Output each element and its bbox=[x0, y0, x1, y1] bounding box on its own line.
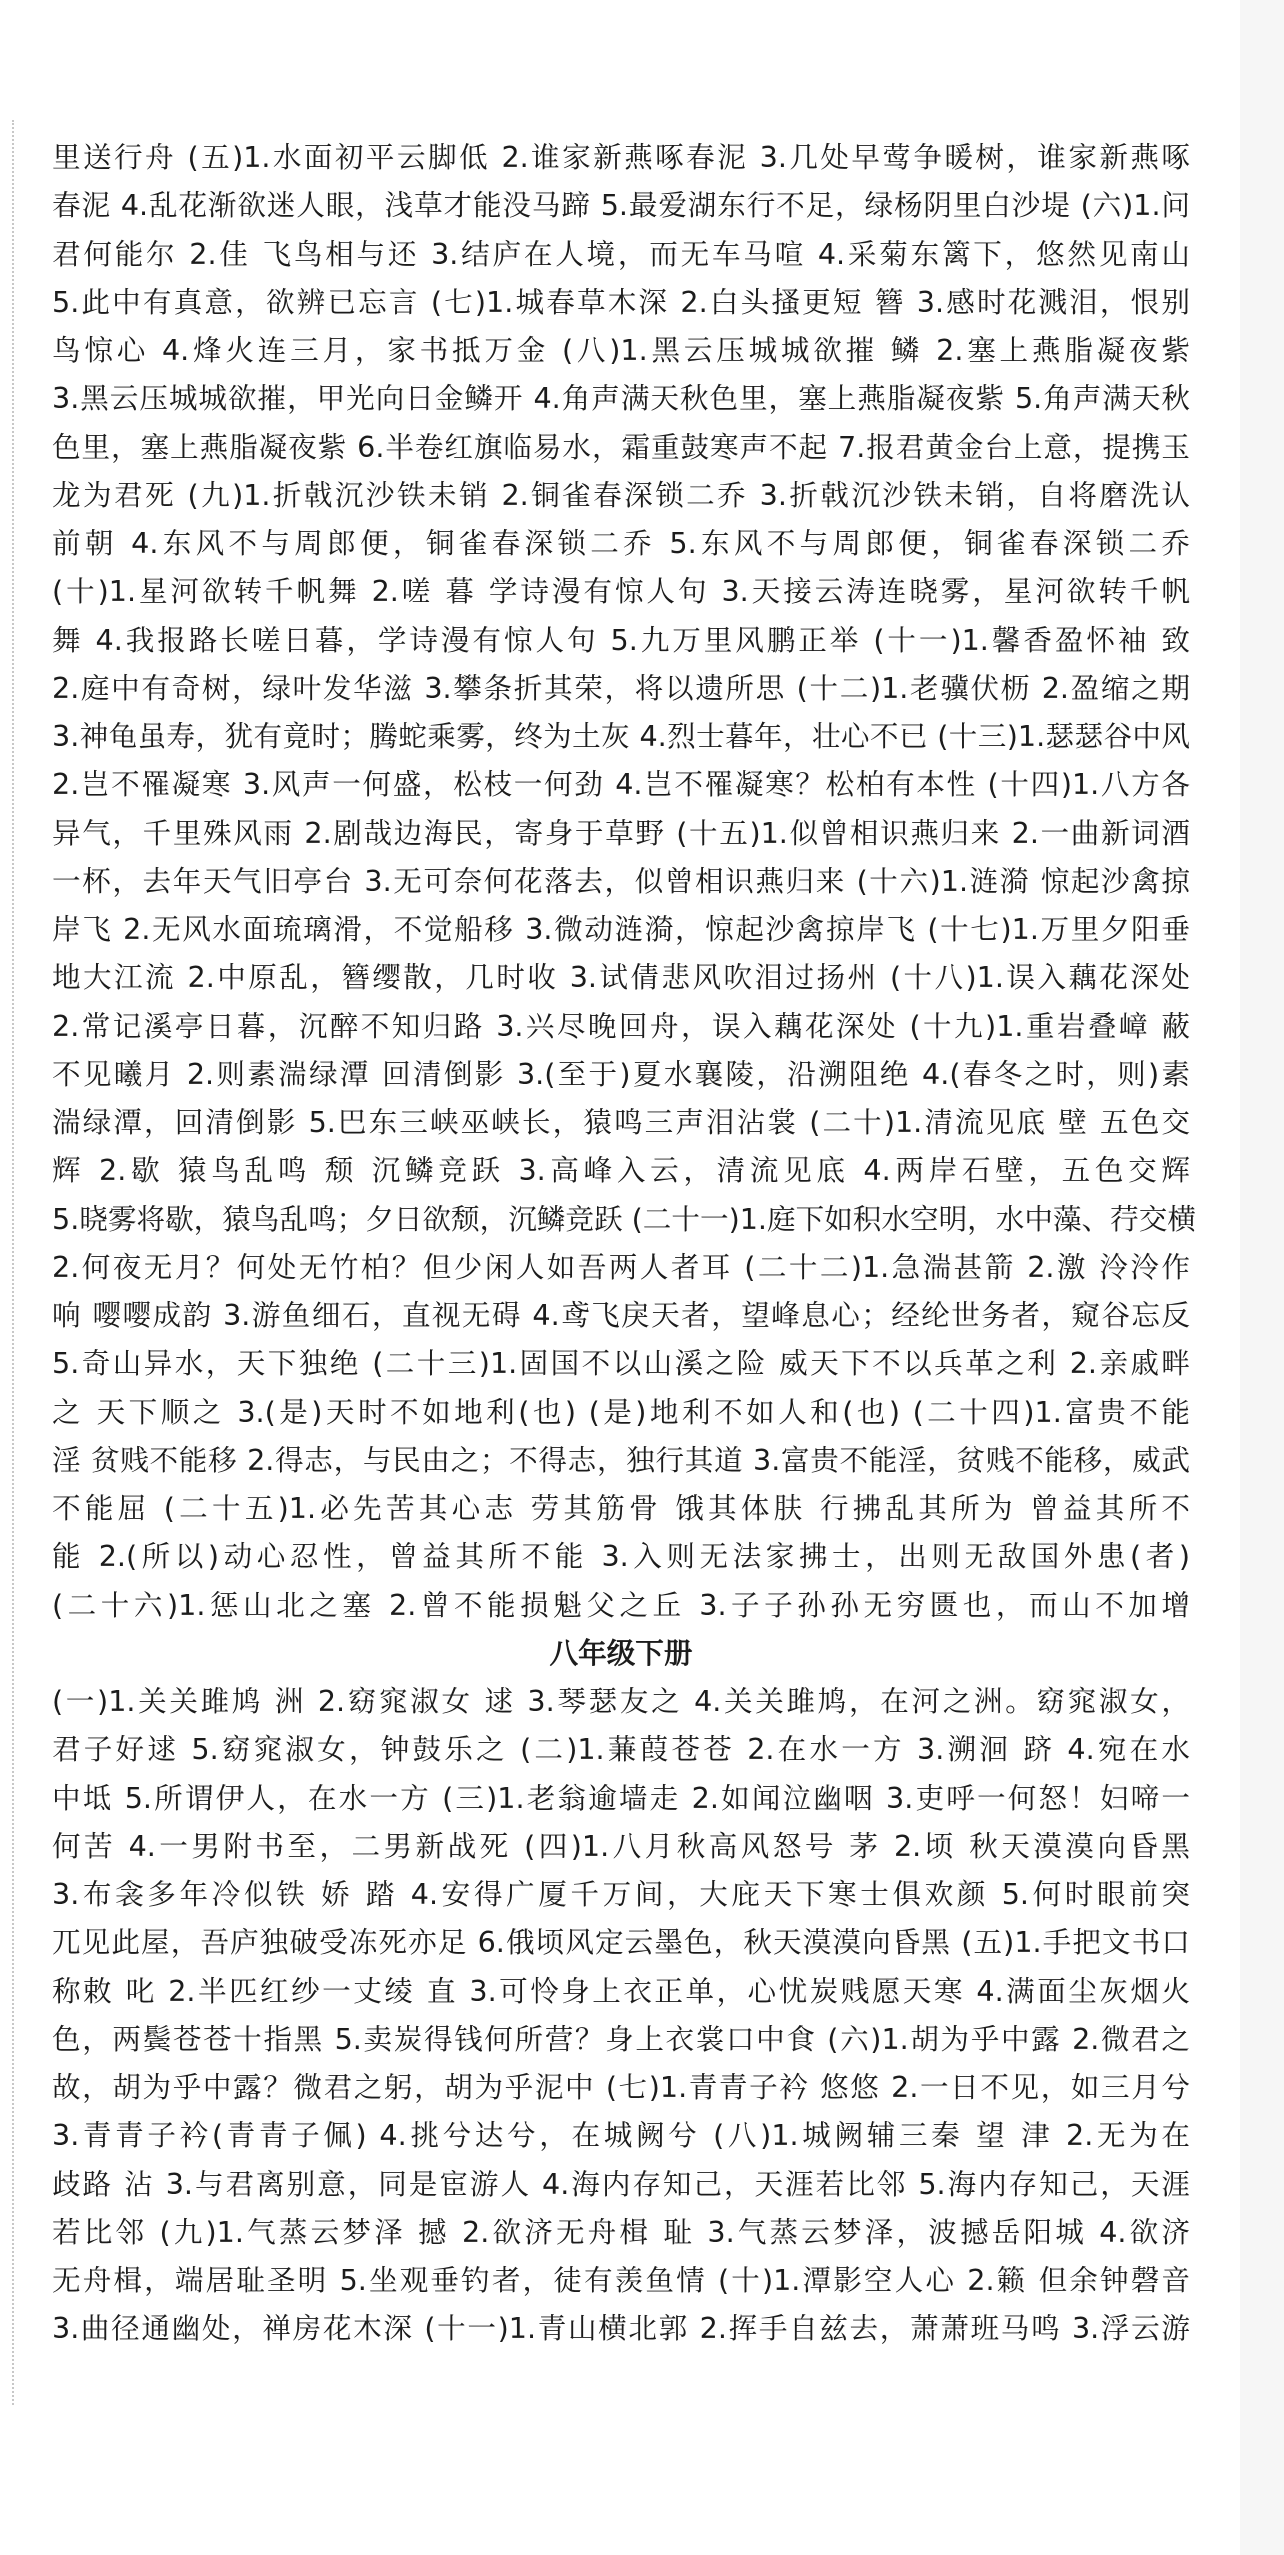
text-line: 淫 贫贱不能移 2.得志，与民由之；不得志，独行其道 3.富贵不能淫，贫贱不能移，威武 bbox=[52, 1442, 1190, 1477]
text-line: 称敕 叱 2.半匹红纱一丈绫 直 3.可怜身上衣正单，心忧炭贱愿天寒 4.满面尘灰烟火 bbox=[52, 1973, 1190, 2008]
text-line: (一)1.关关雎鸠 洲 2.窈窕淑女 逑 3.琴瑟友之 4.关关雎鸠，在河之洲。窈窕淑女， bbox=[52, 1684, 1190, 1718]
text-line: 故，胡为乎中露？微君之躬，胡为乎泥中 (七)1.青青子衿 悠悠 2.一日不见，如三月兮 bbox=[52, 2070, 1190, 2104]
text-line: 5.晓雾将歇，猿鸟乱鸣；夕日欲颓，沉鳞竞跃 (二十一)1.庭下如积水空明，水中藻、荇交横 bbox=[52, 1201, 1196, 1236]
text-line: 兀见此屋，吾庐独破受冻死亦足 6.俄顷风定云墨色，秋天漠漠向昏黑 (五)1.手把文书口 bbox=[52, 1925, 1190, 1960]
text-line: 君何能尔 2.佳 飞鸟相与还 3.结庐在人境，而无车马喧 4.采菊东篱下，悠然见南山 bbox=[52, 236, 1190, 271]
text-line: 前朝 4.东风不与周郎便，铜雀春深锁二乔 5.东风不与周郎便，铜雀春深锁二乔 bbox=[52, 526, 1190, 560]
text-line: 何苦 4.一男附书至，二男新战死 (四)1.八月秋高风怒号 茅 2.顷 秋天漠漠向昏黑 bbox=[52, 1828, 1190, 1863]
text-line: 不能屈 (二十五)1.必先苦其心志 劳其筋骨 饿其体肤 行拂乱其所为 曾益其所不 bbox=[52, 1491, 1190, 1525]
text-line: 君子好逑 5.窈窕淑女，钟鼓乐之 (二)1.蒹葭苍苍 2.在水一方 3.溯洄 跻 4.宛在水 bbox=[52, 1732, 1190, 1767]
text-line: 5.此中有真意，欲辨已忘言 (七)1.城春草木深 2.白头搔更短 簪 3.感时花溅泪，恨别 bbox=[52, 284, 1190, 319]
text-line: 若比邻 (九)1.气蒸云梦泽 撼 2.欲济无舟楫 耻 3.气蒸云梦泽，波撼岳阳城 4.欲济 bbox=[52, 2214, 1190, 2249]
text-line: 鸟惊心 4.烽火连三月，家书抵万金 (八)1.黑云压城城欲摧 鳞 2.塞上燕脂凝夜紫 bbox=[52, 333, 1190, 367]
text-line: 3.神龟虽寿，犹有竟时；腾蛇乘雾，终为土灰 4.烈士暮年，壮心不已 (十三)1.瑟瑟谷中风 bbox=[52, 719, 1190, 753]
text-line: 5.奇山异水，天下独绝 (二十三)1.固国不以山溪之险 威天下不以兵革之利 2.亲戚畔 bbox=[52, 1346, 1190, 1381]
text-line: 不见曦月 2.则素湍绿潭 回清倒影 3.(至于)夏水襄陵，沿溯阻绝 4.(春冬之时，则)素 bbox=[52, 1056, 1190, 1091]
text-line: 3.青青子衿(青青子佩) 4.挑兮达兮，在城阙兮 (八)1.城阙辅三秦 望 津 2.无为在 bbox=[52, 2118, 1190, 2153]
text-line: 3.黑云压城城欲摧，甲光向日金鳞开 4.角声满天秋色里，塞上燕脂凝夜紫 5.角声满天秋 bbox=[52, 381, 1190, 416]
text-line: 龙为君死 (九)1.折戟沉沙铁未销 2.铜雀春深锁二乔 3.折戟沉沙铁未销，自将磨洗认 bbox=[52, 477, 1190, 512]
text-line: 中坻 5.所谓伊人，在水一方 (三)1.老翁逾墙走 2.如闻泣幽咽 3.吏呼一何怒！妇啼一 bbox=[52, 1780, 1190, 1815]
text-line: 里送行舟 (五)1.水面初平云脚低 2.谁家新燕啄春泥 3.几处早莺争暖树，谁家新燕啄 bbox=[52, 140, 1190, 174]
text-line: 3.曲径通幽处，禅房花木深 (十一)1.青山横北郭 2.挥手自兹去，萧萧班马鸣 3.浮云游 bbox=[52, 2311, 1190, 2346]
margin-rule bbox=[12, 120, 14, 2405]
text-line: 能 2.(所以)动心忍性，曾益其所不能 3.入则无法家拂士，出则无敌国外患(者) bbox=[52, 1539, 1190, 1574]
text-line: 歧路 沾 3.与君离别意，同是宦游人 4.海内存知己，天涯若比邻 5.海内存知己，天涯 bbox=[52, 2166, 1190, 2201]
text-line: 异气，千里殊风雨 2.剧哉边海民，寄身于草野 (十五)1.似曾相识燕归来 2.一曲新词酒 bbox=[52, 815, 1190, 850]
text-line: 2.庭中有奇树，绿叶发华滋 3.攀条折其荣，将以遗所思 (十二)1.老骥伏枥 2.盈缩之期 bbox=[52, 670, 1190, 705]
text-line: 地大江流 2.中原乱，簪缨散，几时收 3.试倩悲风吹泪过扬州 (十八)1.误入藕花深处 bbox=[52, 960, 1190, 995]
answer-text-block bbox=[52, 133, 1196, 2353]
text-line: 舞 4.我报路长嗟日暮，学诗漫有惊人句 5.九万里风鹏正举 (十一)1.馨香盈怀袖 致 bbox=[52, 622, 1190, 657]
text-line: 岸飞 2.无风水面琉璃滑，不觉船移 3.微动涟漪，惊起沙禽掠岸飞 (十七)1.万里夕阳垂 bbox=[52, 912, 1190, 946]
text-line: 一杯，去年天气旧亭台 3.无可奈何花落去，似曾相识燕归来 (十六)1.涟漪 惊起沙禽掠 bbox=[52, 863, 1190, 898]
text-line: (二十六)1.惩山北之塞 2.曾不能损魁父之丘 3.子子孙孙无穷匮也，而山不加增 bbox=[52, 1587, 1190, 1622]
text-line: 春泥 4.乱花渐欲迷人眼，浅草才能没马蹄 5.最爱湖东行不足，绿杨阴里白沙堤 (六)1.问 bbox=[52, 188, 1190, 223]
text-line: 3.布衾多年冷似铁 娇 踏 4.安得广厦千万间，大庇天下寒士俱欢颜 5.何时眼前突 bbox=[52, 1877, 1190, 1911]
text-line: 湍绿潭，回清倒影 5.巴东三峡巫峡长，猿鸣三声泪沾裳 (二十)1.清流见底 壁 五色交 bbox=[52, 1105, 1190, 1139]
text-line: (十)1.星河欲转千帆舞 2.嗟 暮 学诗漫有惊人句 3.天接云涛连晓雾，星河欲转千帆 bbox=[52, 574, 1190, 609]
text-line: 之 天下顺之 3.(是)天时不如地利(也) (是)地利不如人和(也) (二十四)1.富贵不能 bbox=[52, 1394, 1190, 1429]
text-line: 2.岂不罹凝寒 3.风声一何盛，松枝一何劲 4.岂不罹凝寒？松柏有本性 (十四)1.八方各 bbox=[52, 767, 1190, 802]
section-title: 八年级下册 bbox=[549, 1635, 693, 1670]
text-line: 色里，塞上燕脂凝夜紫 6.半卷红旗临易水，霜重鼓寒声不起 7.报君黄金台上意，提携玉 bbox=[52, 429, 1190, 464]
text-line: 2.常记溪亭日暮，沉醉不知归路 3.兴尽晚回舟，误入藕花深处 (十九)1.重岩叠嶂 蔽 bbox=[52, 1008, 1190, 1043]
text-line: 响 嘤嘤成韵 3.游鱼细石，直视无碍 4.鸢飞戾天者，望峰息心；经纶世务者，窥谷忘反 bbox=[52, 1298, 1190, 1332]
text-line: 无舟楫，端居耻圣明 5.坐观垂钓者，徒有羡鱼情 (十)1.潭影空人心 2.籁 但余钟磬音 bbox=[52, 2263, 1190, 2297]
text-line: 辉 2.歇 猿鸟乱鸣 颓 沉鳞竞跃 3.高峰入云，清流见底 4.两岸石壁，五色交辉 bbox=[52, 1153, 1190, 1188]
text-line: 色，两鬓苍苍十指黑 5.卖炭得钱何所营？身上衣裳口中食 (六)1.胡为乎中露 2.微君之 bbox=[52, 2021, 1190, 2056]
text-line: 2.何夜无月？何处无竹柏？但少闲人如吾两人者耳 (二十二)1.急湍甚箭 2.激 泠泠作 bbox=[52, 1249, 1190, 1284]
